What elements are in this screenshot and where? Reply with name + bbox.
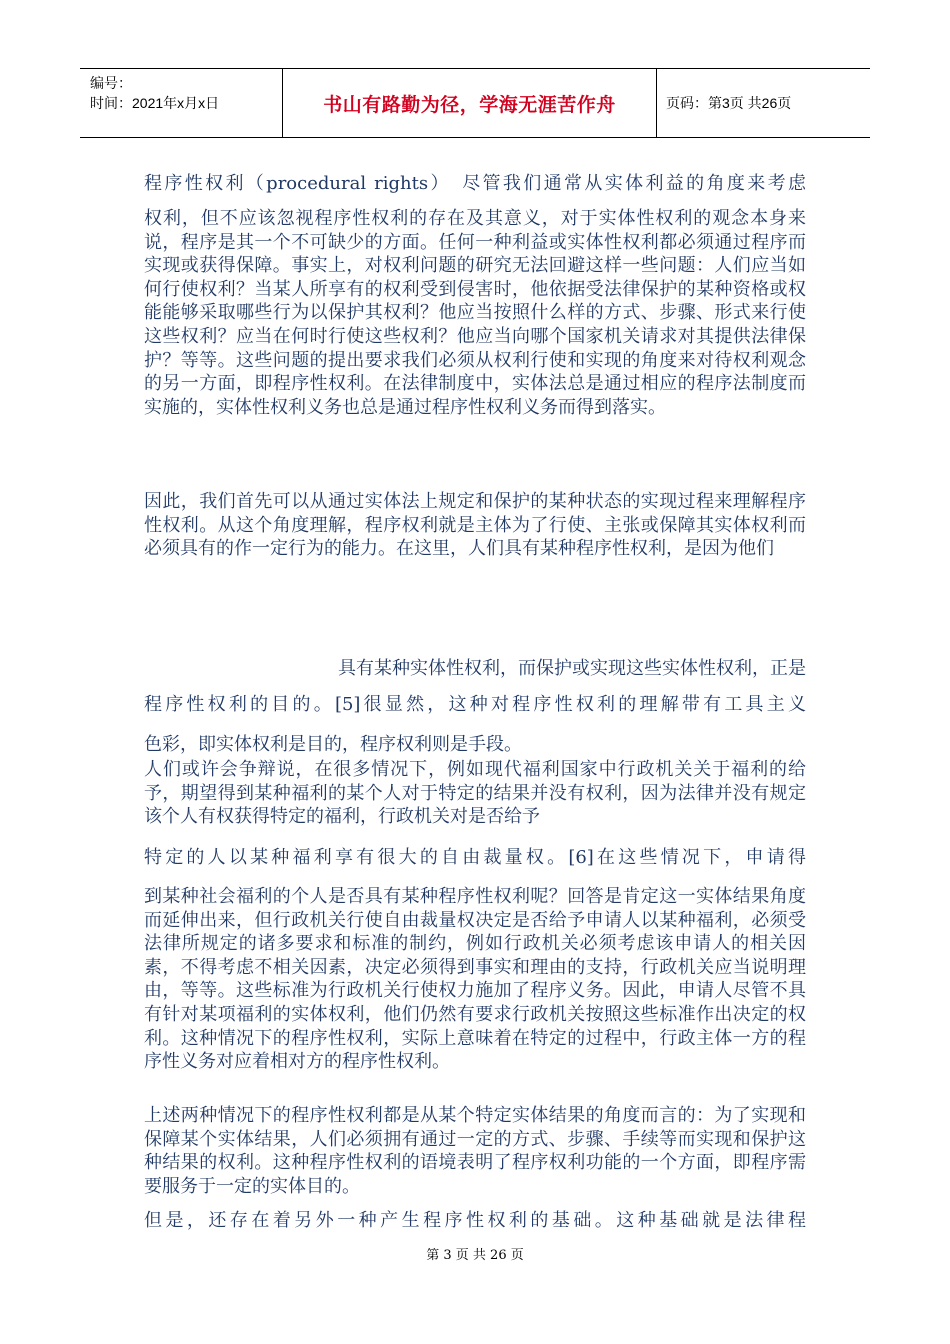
- body-line-b: 程序性权利的目的。[5]很显然，这种对程序性权利的理解带有工具主义: [144, 694, 806, 715]
- body-line-heading: 程序性权利（procedural rights） 尽管我们通常从实体利益的角度来考虑: [144, 173, 806, 194]
- date-label: 时间：2021年x月x日: [90, 95, 220, 111]
- body-paragraph-4: 到某种社会福利的个人是否具有某种程序性权利呢？回答是肯定这一实体结果角度而延伸出来，但行政机关行使自由裁量权决定是否给予申请人以某种福利，必须受法律所规定的诸多要求和标准的制约，例如行政机关必须考虑该申请人的相关因素，不得考虑不相关因素，决定必须得到事实和理由的支持，行政机关应当说明理由，等等。这些标准为行政机关行使权力施加了程序义务。因此，申请人尽管不具有针对某项福利的实体权利，他们仍然有要求行政机关按照这些标准作出决定的权利。这种情况下的程序性权利，实际上意味着在特定的过程中，行政主体一方的程序性义务对应着相对方的程序性权利。: [144, 886, 806, 1073]
- body-line-d: 特定的人以某种福利享有很大的自由裁量权。[6]在这些情况下，申请得: [144, 847, 806, 868]
- body-line-a: 具有某种实体性权利，而保护或实现这些实体性权利，正是: [338, 658, 806, 679]
- body-line-c: 色彩，即实体权利是目的，程序权利则是手段。: [144, 734, 522, 755]
- header-page-label: 页码：第3页 共26页: [666, 95, 792, 111]
- code-label: 编号：: [90, 75, 132, 91]
- page-header: [80, 68, 870, 138]
- header-motto: 书山有路勤为径，学海无涯苦作舟: [323, 93, 616, 116]
- body-line-e: 但是，还存在着另外一种产生程序性权利的基础。这种基础就是法律程: [144, 1210, 806, 1231]
- header-divider: [656, 69, 657, 137]
- body-paragraph-2: 因此，我们首先可以从通过实体法上规定和保护的某种状态的实现过程来理解程序性权利。从这个角度理解，程序权利就是主体为了行使、主张或保障其实体权利而必须具有的作一定行为的能力。在这里，人们具有某种程序性权利，是因为他们: [144, 491, 806, 560]
- body-paragraph-3: 人们或许会争辩说，在很多情况下，例如现代福利国家中行政机关关于福利的给予，期望得到某种福利的某个人对于特定的结果并没有权利，因为法律并没有规定该个人有权获得特定的福利，行政机关对是否给予: [144, 759, 806, 828]
- body-paragraph-1: 权利，但不应该忽视程序性权利的存在及其意义，对于实体性权利的观念本身来说，程序是其一个不可缺少的方面。任何一种利益或实体性权利都必须通过程序而实现或获得保障。事实上，对权利问题的研究无法回避这样一些问题：人们应当如何行使权利？当某人所享有的权利受到侵害时，他依据受法律保护的某种资格或权能能够采取哪些行为以保护其权利？他应当按照什么样的方式、步骤、形式来行使这些权利？应当在何时行使这些权利？他应当向哪个国家机关请求对其提供法律保护？等等。这些问题的提出要求我们必须从权利行使和实现的角度来对待权利观念的另一方面，即程序性权利。在法律制度中，实体法总是通过相应的程序法制度而实施的，实体性权利义务也总是通过程序性权利义务而得到落实。: [144, 208, 806, 418]
- header-meta: [90, 73, 219, 113]
- body-paragraph-5: 上述两种情况下的程序性权利都是从某个特定实体结果的角度而言的：为了实现和保障某个实体结果，人们必须拥有通过一定的方式、步骤、手续等而实现和保护这种结果的权利。这种程序性权利的语境表明了程序权利功能的一个方面，即程序需要服务于一定的实体目的。: [144, 1105, 806, 1197]
- page-footer: 第 3 页 共 26 页: [426, 1248, 524, 1263]
